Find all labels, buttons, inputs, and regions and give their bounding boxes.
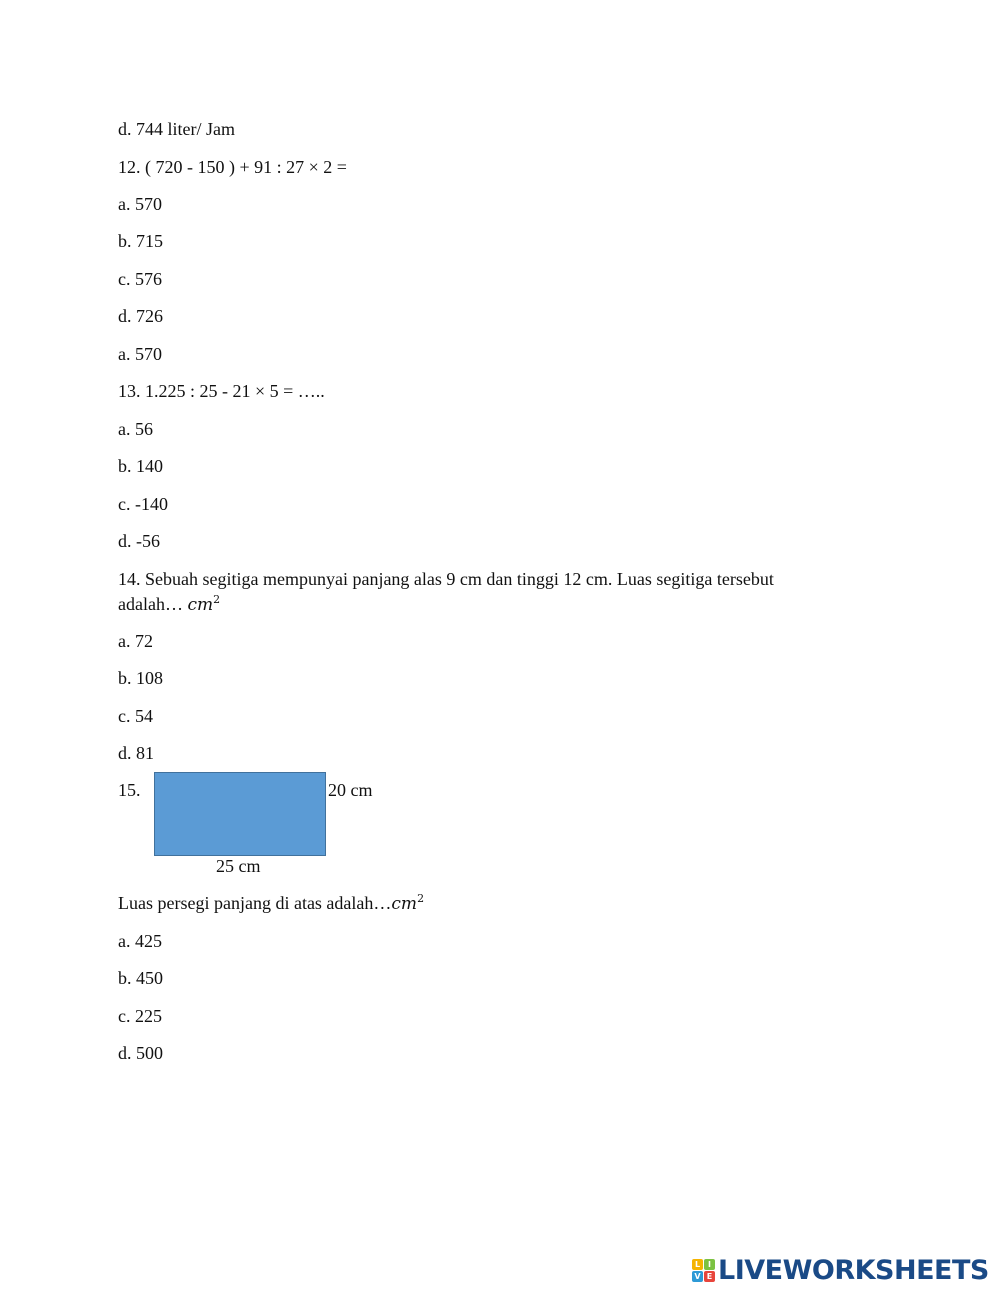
- logo-cell: E: [704, 1271, 715, 1282]
- question-14-continued: [118, 594, 220, 617]
- rectangle-figure: [154, 772, 326, 856]
- question-15-text: Luas persegi panjang di atas adalah…: [118, 893, 392, 913]
- question-12: 12. ( 720 - 150 ) + 91 : 27 × 2 =: [118, 157, 347, 177]
- option-14c: c. 54: [118, 706, 153, 726]
- option-12a-repeat: a. 570: [118, 344, 162, 364]
- unit-cm: cm: [391, 894, 418, 914]
- option-15a: a. 425: [118, 931, 162, 951]
- option-15d: d. 500: [118, 1043, 163, 1063]
- question-15-number: 15.: [118, 780, 141, 800]
- unit-exponent: 2: [213, 593, 221, 606]
- question-13: 13. 1.225 : 25 - 21 × 5 = …..: [118, 381, 325, 401]
- question-15: [118, 893, 424, 916]
- option-15b: b. 450: [118, 968, 163, 988]
- rectangle-height-label: 20 cm: [328, 780, 373, 800]
- option-13c: c. -140: [118, 494, 168, 514]
- option-14a: a. 72: [118, 631, 153, 651]
- logo-cell: I: [704, 1259, 715, 1270]
- logo-cell: V: [692, 1271, 703, 1282]
- question-14-text-end: adalah…: [118, 594, 188, 614]
- option-14d: d. 81: [118, 743, 154, 763]
- logo-wordmark: LIVEWORKSHEETS: [718, 1254, 989, 1286]
- liveworksheets-logo: [692, 1256, 989, 1284]
- option-13b: b. 140: [118, 456, 163, 476]
- option-11d: d. 744 liter/ Jam: [118, 119, 235, 139]
- option-15c: c. 225: [118, 1006, 162, 1026]
- option-14b: b. 108: [118, 668, 163, 688]
- unit-cm: cm: [187, 595, 214, 615]
- option-13d: d. -56: [118, 531, 160, 551]
- option-12b: b. 715: [118, 231, 163, 251]
- logo-cell: L: [692, 1259, 703, 1270]
- option-12a: a. 570: [118, 194, 162, 214]
- option-12d: d. 726: [118, 306, 163, 326]
- rectangle-width-label: 25 cm: [216, 856, 261, 876]
- option-12c: c. 576: [118, 269, 162, 289]
- unit-exponent: 2: [417, 892, 425, 905]
- logo-icon: [692, 1259, 715, 1282]
- question-14: 14. Sebuah segitiga mempunyai panjang alas 9 cm dan tinggi 12 cm. Luas segitiga tersebut: [118, 569, 774, 589]
- option-13a: a. 56: [118, 419, 153, 439]
